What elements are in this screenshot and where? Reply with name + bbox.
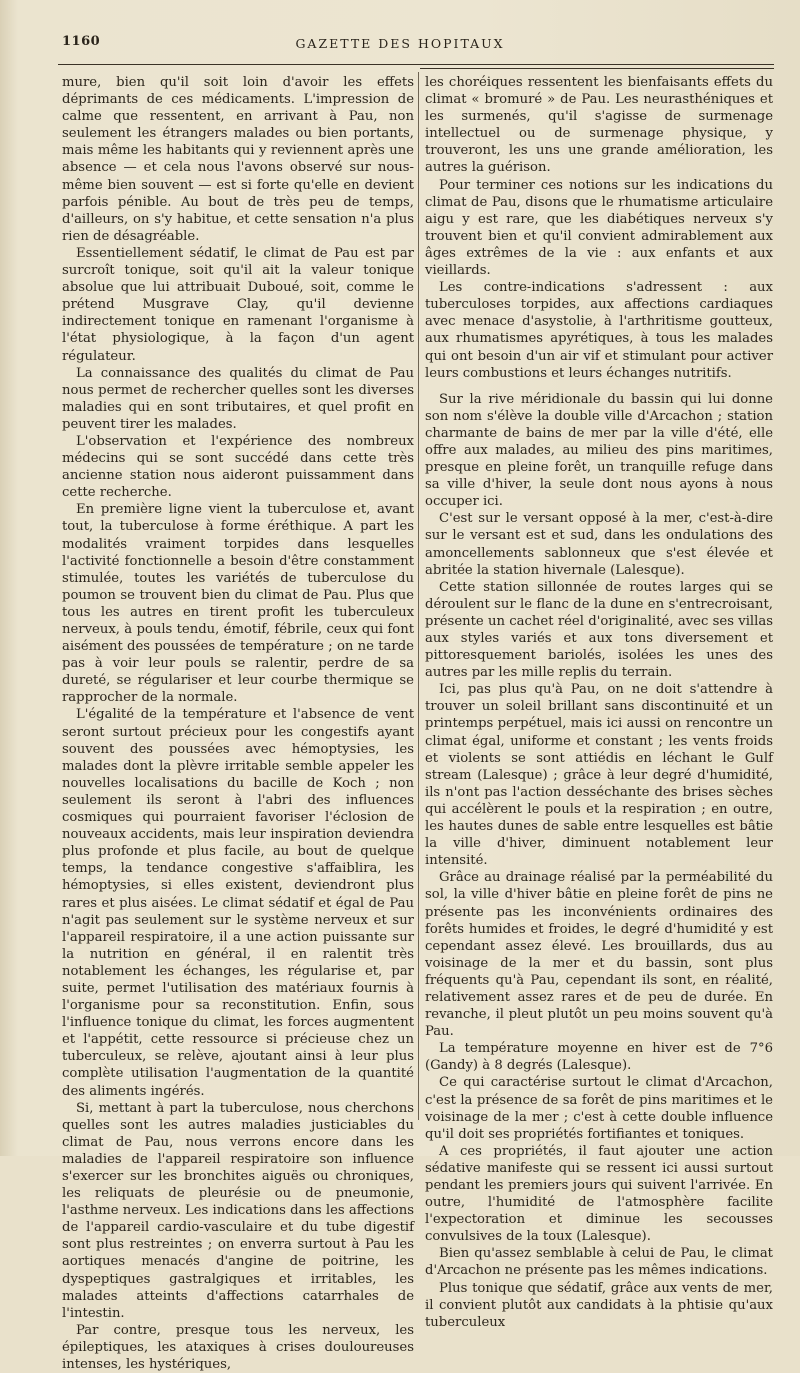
paragraph: Par contre, presque tous les nerveux, les épileptiques, les ataxiques à crises douloureuses intenses, les hystériques, xyxy=(62,1322,414,1373)
paragraph: les choréiques ressentent les bienfaisants effets du climat « bromuré » de Pau. Les neurasthéniques et les surmenés, qu'il s'agisse de surmenage intellectuel ou de surmenage physique, y trouveront, les uns une grande amélioration, les autres la guérison. xyxy=(425,75,773,176)
paragraph: Plus tonique que sédatif, grâce aux vents de mer, il convient plutôt aux candidats à la phtisie qu'aux tuberculeux xyxy=(425,1280,773,1330)
paragraph: A ces propriétés, il faut ajouter une action sédative manifeste qui se ressent ici aussi surtout pendant les premiers jours qui suivent l'arrivée. En outre, l'humidité de l'atmosphère facilite l'expectoration et diminue les secousses convulsives de la toux (Lalesque). xyxy=(425,1143,773,1245)
paragraph: Les contre-indications s'adressent : aux tuberculoses torpides, aux affections cardiaques avec menace d'asystolie, à l'arthritisme goutteux, aux rhumatismes apyrétiques, à tous les malades qui ont besoin d'un air vif et stimulant pour activer leurs combustions et leurs échanges nutritifs. xyxy=(425,280,773,381)
paragraph: La connaissance des qualités du climat de Pau nous permet de rechercher quelles sont les diverses maladies qui en sont tributaires, et quel profit en peuvent tirer les malades. xyxy=(62,365,414,432)
paragraph: La température moyenne en hiver est de 7°6 (Gandy) à 8 degrés (Lalesque). xyxy=(425,1041,773,1074)
paragraph: mure, bien qu'il soit loin d'avoir les effets déprimants de ces médicaments. L'impression de calme que ressentent, en arrivant à Pau, non seulement les étrangers malades ou bien portants, mais même les habitants qui y reviennent après une absence — et cela nous l'avons observé sur nous-même bien souvent — est si forte qu'elle en devient parfois pénible. Au bout de très peu de temps, d'ailleurs, on s'y habitue, et cette sensation n'a plus rien de désagréable. xyxy=(62,75,414,244)
paragraph: L'observation et l'expérience des nombreux médecins qui se sont succédé dans cette très ancienne station nous aideront puissamment dans cette recherche. xyxy=(62,433,414,501)
header-rule-double xyxy=(420,68,774,69)
paragraph: Si, mettant à part la tuberculose, nous cherchons quelles sont les autres maladies justiciables du climat de Pau, nous verrons encore dans les maladies de l'appareil respiratoire son influence s'exercer sur les bronchites aiguës ou chroniques, les reliquats de pleurésie ou de pneumonie, l'asthme nerveux. Les indications dans les affections de l'appareil cardio-vasculaire et du tube digestif sont plus restreintes ; on enverra surtout à Pau les aortiques menacés d'angine de poitrine, les dyspeptiques gastralgiques et irritables, les malades atteints d'affections catarrhales de l'intestin. xyxy=(62,1100,414,1321)
paragraph: Grâce au drainage réalisé par la perméabilité du sol, la ville d'hiver bâtie en pleine forêt de pins ne présente pas les inconvénients ordinaires des forêts humides et froides, le degré d'humidité y est cependant assez élevé. Les brouillards, dus au voisinage de la mer et du bassin, sont plus fréquents qu'à Pau, cependant ils sont, en réalité, relativement assez rares et de peu de durée. En revanche, il pleut plutôt un peu moins souvent qu'à Pau. xyxy=(425,870,773,1040)
column-divider xyxy=(418,72,419,1120)
paragraph: C'est sur le versant opposé à la mer, c'est-à-dire sur le versant est et sud, dans les ondulations des amoncellements sablonneux que s'est élevée et abritée la station hivernale (Lalesque). xyxy=(425,511,773,578)
paragraph: Cette station sillonnée de routes larges qui se déroulent sur le flanc de la dune en s'entrecroisant, présente un cachet réel d'originalité, avec ses villas aux styles variés et aux tons diversement et pittoresquement bariolés, isolées les unes des autres par les mille replis du terrain. xyxy=(425,579,773,681)
paragraph: L'égalité de la température et l'absence de vent seront surtout précieux pour les congestifs ayant souvent des poussées avec hémoptysies, les malades dont la plèvre irritable semble appeler les nouvelles localisations du bacille de Koch ; non seulement ils seront à l'abri des influences cosmiques qui pourraient favoriser l'éclosion de nouveaux accidents, mais leur inspiration deviendra plus profonde et plus facile, au bout de quelque temps, la tendance congestive s'affaiblira, les hémoptysies, si elles existent, deviendront plus rares et plus aisées. Le climat sédatif et égal de Pau n'agit pas seulement sur le système nerveux et sur l'appareil respiratoire, il a une action puissante sur la nutrition en général, il en ralentit très notablement les échanges, les régularise et, par suite, permet l'utilisation des matériaux fournis à l'organisme pour sa reconstitution. Enfin, sous l'influence tonique du climat, les forces augmentent et l'appétit, cette ressource si précieuse chez un tuberculeux, se relève, ajoutant ainsi à leur plus complète utilisation l'augmentation de la quantité des aliments ingérés. xyxy=(62,707,414,1099)
left-column xyxy=(62,74,414,1373)
journal-title: GAZETTE DES HOPITAUX xyxy=(295,36,505,51)
header-rule xyxy=(58,64,774,65)
paragraph: Pour terminer ces notions sur les indications du climat de Pau, disons que le rhumatisme articulaire aigu y est rare, que les diabétiques nerveux s'y trouvent bien et qu'il convient admirablement aux âges extrêmes de la vie : aux enfants et aux vieillards. xyxy=(425,177,773,279)
paragraph: En première ligne vient la tuberculose et, avant tout, la tuberculose à forme éréthique. A part les modalités vraiment torpides dans lesquelles l'activité fonctionnelle a besoin d'être constamment stimulée, toutes les variétés de tuberculose du poumon se trouvent bien du climat de Pau. Plus que tous les autres en tirent profit les tuberculeux nerveux, à pouls tendu, émotif, fébrile, ceux qui font aisément des poussées de température ; on ne tarde pas à voir leur pouls se ralentir, perdre de sa dureté, se régulariser et leur courbe thermique se rapprocher de la normale. xyxy=(62,502,414,706)
paragraph: Bien qu'assez semblable à celui de Pau, le climat d'Arcachon ne présente pas les mêmes indications. xyxy=(425,1246,773,1279)
right-column xyxy=(425,74,773,1331)
page-number: 1160 xyxy=(62,34,101,49)
paragraph: Essentiellement sédatif, le climat de Pau est par surcroît tonique, soit qu'il ait la valeur tonique absolue que lui attribuait Duboué, soit, comme le prétend Musgrave Clay, qu'il devienne indirectement tonique en ramenant l'organisme à l'état physiologique, à la façon d'un agent régulateur. xyxy=(62,245,414,364)
paragraph: Sur la rive méridionale du bassin qui lui donne son nom s'élève la double ville d'Arcachon ; station charmante de bains de mer par la ville d'été, elle offre aux malades, au milieu des pins maritimes, presque en pleine forêt, un tranquille refuge dans sa ville d'hiver, la seule dont nous ayons à nous occuper ici. xyxy=(425,391,773,510)
paragraph: Ici, pas plus qu'à Pau, on ne doit s'attendre à trouver un soleil brillant sans discontinuité et un printemps perpétuel, mais ici aussi on rencontre un climat égal, uniforme et constant ; les vents froids et violents se sont attiédis en léchant le Gulf stream (Lalesque) ; grâce à leur degré d'humidité, ils n'ont pas l'action desséchante des brises sèches qui accélèrent le pouls et la respiration ; en outre, les hautes dunes de sable entre lesquelles est bâtie la ville d'hiver, diminuent notablement leur intensité. xyxy=(425,682,773,869)
page-header xyxy=(0,30,800,60)
paragraph: Ce qui caractérise surtout le climat d'Arcachon, c'est la présence de sa forêt de pins maritimes et le voisinage de la mer ; c'est à cette double influence qu'il doit ses propriétés fortifiantes et toniques. xyxy=(425,1075,773,1142)
